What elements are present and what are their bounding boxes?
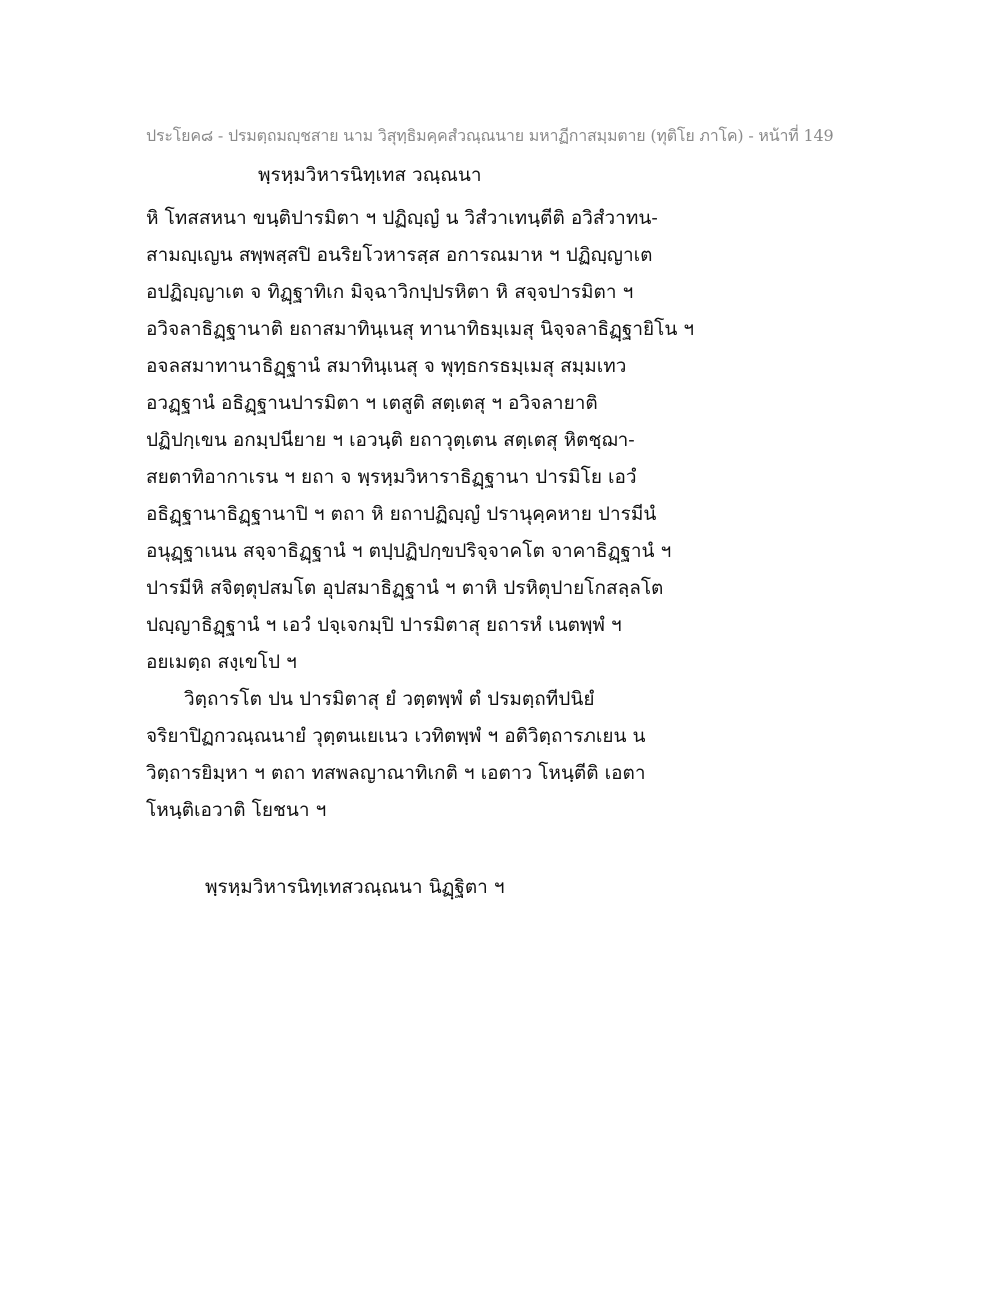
text-line: โหนฺติเอวาติ โยชนา ฯ	[146, 799, 327, 821]
body-text	[146, 200, 866, 829]
text-line: วิตฺถารโต ปน ปารมิตาสุ ยํ วตฺตพฺพํ ตํ ปรมตฺถทีปนิยํ	[184, 688, 595, 710]
text-line: สามญฺเญน สพฺพสฺสปิ อนริยโวหารสฺส อการณมาห ฯ ปฏิญฺญาเต	[146, 244, 653, 266]
text-line: จริยาปิฏกวณฺณนายํ วุตฺตนเยเนว เวทิตพฺพํ ฯ อติวิตฺถารภเยน น	[146, 725, 646, 747]
closing-line: พฺรหฺมวิหารนิทฺเทสวณฺณนา นิฏฺฐิตา ฯ	[205, 876, 505, 898]
text-line: อวิจลาธิฏฺฐานาติ ยถาสมาทินฺเนสุ ทานาทิธมฺเมสุ นิจฺจลาธิฏฺฐายิโน ฯ	[146, 318, 695, 340]
text-line: วิตฺถารยิมฺหา ฯ ตถา ทสพลญาณาทิเกติ ฯ เอตาว โหนฺตีติ เอตา	[146, 762, 646, 784]
section-title: พฺรหฺมวิหารนิทฺเทส วณฺณนา	[258, 164, 482, 186]
text-line: อวฏฺฐานํ อธิฏฺฐานปารมิตา ฯ เตสูติ สตฺเตสุ ฯ อวิจลายาติ	[146, 392, 598, 414]
text-line: อธิฏฺฐานาธิฏฺฐานาปิ ฯ ตถา หิ ยถาปฏิญฺญํ ปรานุคฺคหาย ปารมีนํ	[146, 503, 657, 525]
running-header: ประโยค๘ - ปรมตฺถมญฺชสาย นาม วิสุทฺธิมคฺคสํวณฺณนาย มหาฏีกาสมฺมตาย (ทุติโย ภาโค) - หน้าที่ 149	[146, 126, 834, 145]
text-line: อปฏิญฺญาเต จ ทิฏฺฐาทิเก มิจฺฉาวิกปฺปรหิตา หิ สจฺจปารมิตา ฯ	[146, 281, 634, 303]
text-line: หิ โทสสหนา ขนฺติปารมิตา ฯ ปฏิญฺญํ น วิสํวาเทนฺตีติ อวิสํวาทน-	[146, 207, 658, 229]
text-line: ปญฺญาธิฏฺฐานํ ฯ เอวํ ปจฺเจกมฺปิ ปารมิตาสุ ยถารหํ เนตพฺพํ ฯ	[146, 614, 622, 636]
text-line: ปารมีหิ สจิตฺตุปสมโต อุปสมาธิฏฺฐานํ ฯ ตาหิ ปรหิตุปายโกสลฺลโต	[146, 577, 664, 599]
text-line: อนุฏฺฐาเนน สจฺจาธิฏฺฐานํ ฯ ตปฺปฏิปกฺขปริจฺจาคโต จาคาธิฏฺฐานํ ฯ	[146, 540, 672, 562]
text-line: ปฏิปกฺเขน อกมฺปนียาย ฯ เอวนฺติ ยถาวุตฺเตน สตฺเตสุ หิตชฺฌา-	[146, 429, 635, 451]
text-line: อจลสมาทานาธิฏฺฐานํ สมาทินฺเนสุ จ พุทฺธกรธมฺเมสุ สมฺมเทว	[146, 355, 627, 377]
text-line: อยเมตฺถ สงฺเขโป ฯ	[146, 651, 297, 673]
text-line: สยตาทิอากาเรน ฯ ยถา จ พฺรหฺมวิหาราธิฏฺฐานา ปารมิโย เอวํ	[146, 466, 637, 488]
